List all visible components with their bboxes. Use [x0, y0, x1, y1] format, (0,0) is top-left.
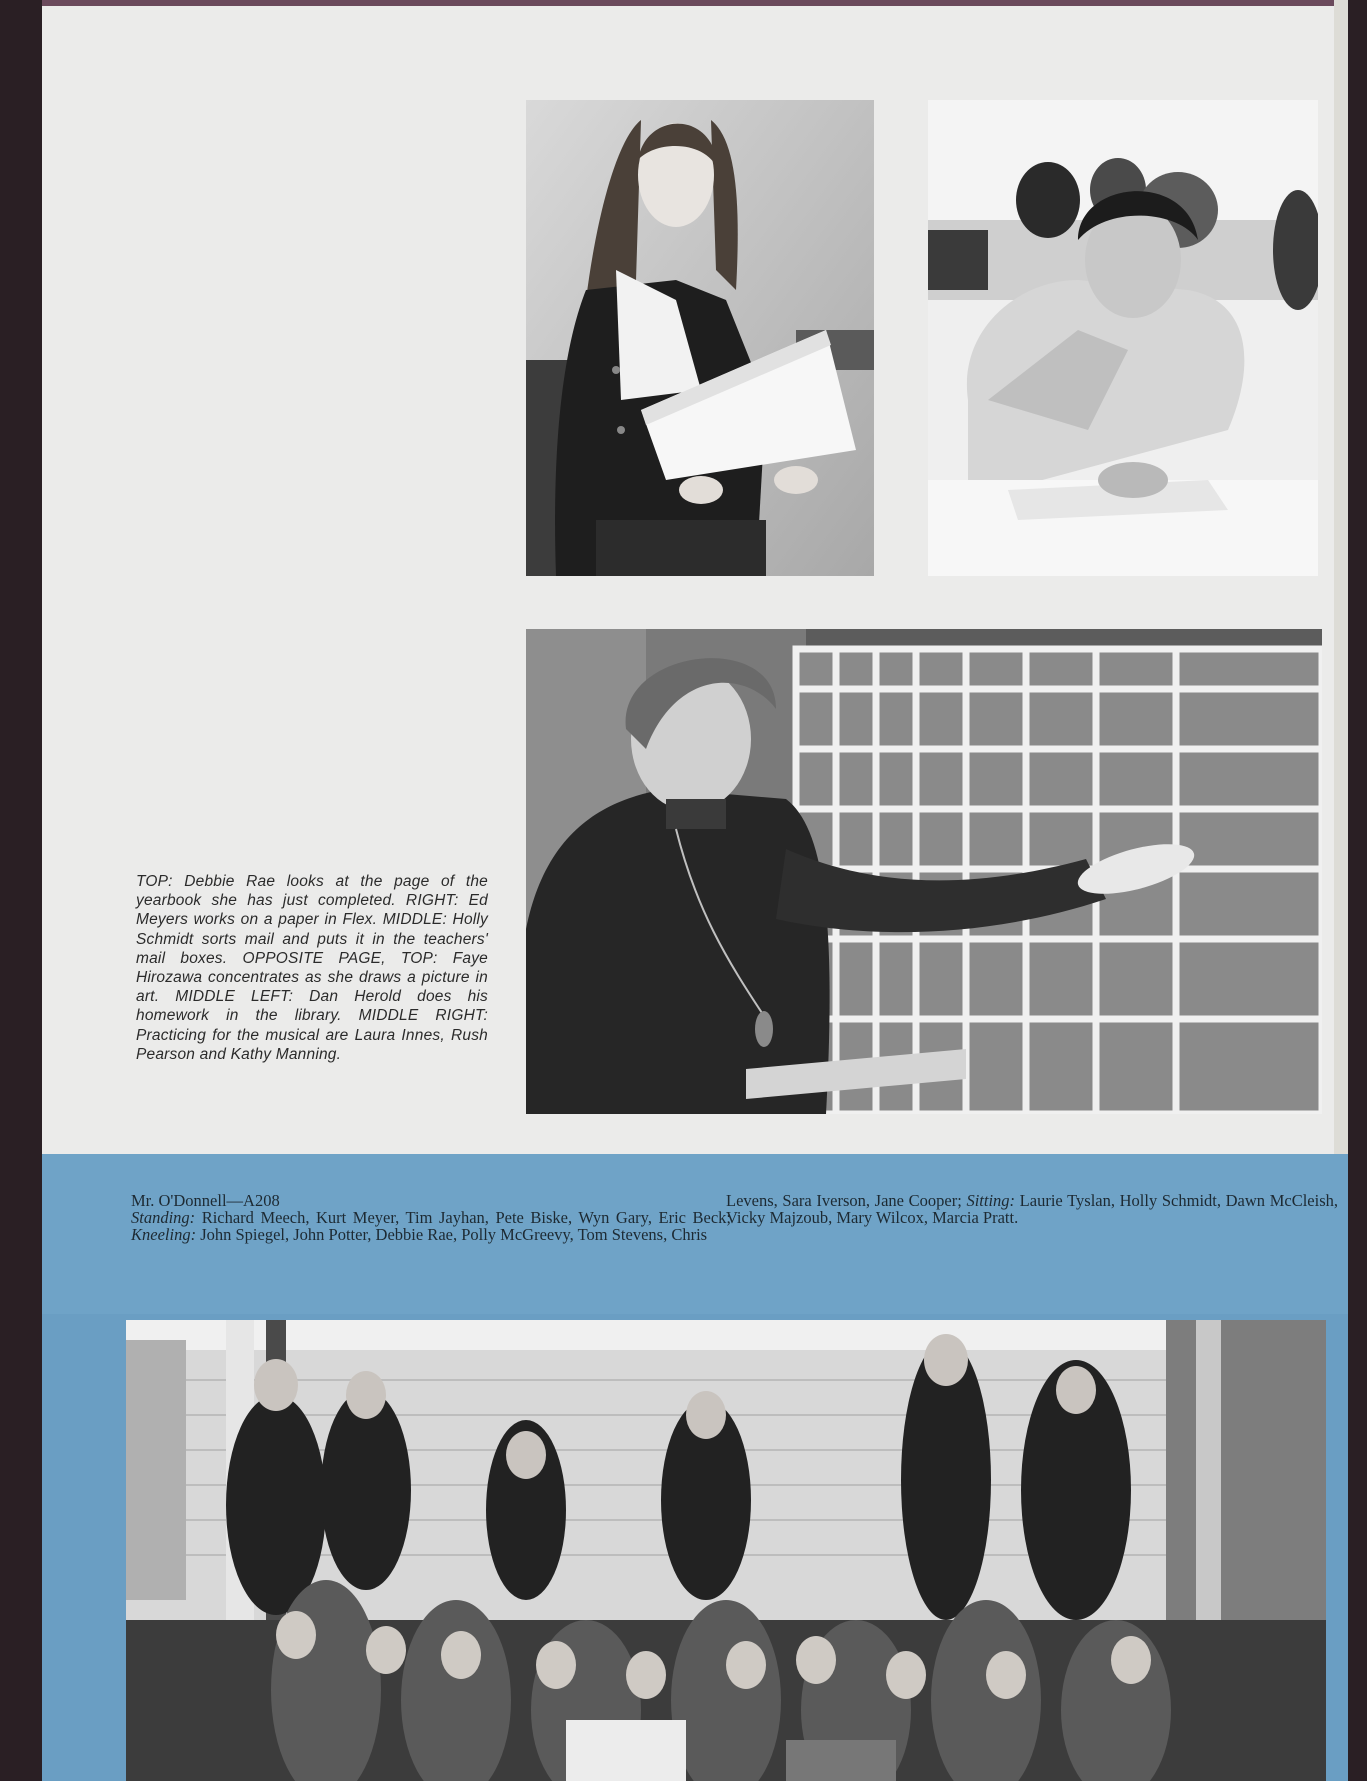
kneeling-label: Kneeling:	[131, 1225, 197, 1244]
kneeling-names-part-1: John Spiegel, John Potter, Debbie Rae, Polly McGreevy, Tom Stevens, Chris	[196, 1225, 708, 1244]
photo-captions: TOP: Debbie Rae looks at the page of the yearbook she has just completed. RIGHT: Ed Meyers works on a paper in Flex. MIDDLE: Holly Schmidt sorts mail and puts it in the teachers' mail boxes. OPPOSITE PAGE, TOP: Faye Hirozawa concentrates as she draws a picture in art. MIDDLE LEFT: Dan Herold does his homework in the library. MIDDLE RIGHT: Practicing for the musical are Laura Innes, Rush Pearson and Kathy Manning.	[136, 873, 488, 1063]
sitting-names: Laurie Tyslan, Holly Schmidt, Dawn McCleish, Vicky Majzoub, Mary Wilcox, Marcia Pratt.	[726, 1191, 1338, 1227]
page-top-edge	[42, 0, 1348, 6]
yearbook-page	[42, 0, 1348, 1781]
photo-girl-reading-yearbook	[526, 100, 874, 576]
kneeling-names-part-2: Levens, Sara Iverson, Jane Cooper;	[726, 1191, 967, 1210]
standing-label: Standing:	[131, 1208, 196, 1227]
photo-homeroom-group	[126, 1320, 1326, 1781]
photo-sorting-mail	[526, 629, 1322, 1114]
homeroom-label: Mr. O'Donnell—A208	[131, 1191, 280, 1210]
group-caption-right	[726, 1192, 1338, 1226]
standing-names: Richard Meech, Kurt Meyer, Tim Jayhan, Pete Biske, Wyn Gary, Eric Beck;	[195, 1208, 731, 1227]
sitting-label: Sitting:	[966, 1191, 1016, 1210]
photo-boy-writing-paper	[928, 100, 1318, 576]
group-caption-left	[131, 1192, 731, 1243]
